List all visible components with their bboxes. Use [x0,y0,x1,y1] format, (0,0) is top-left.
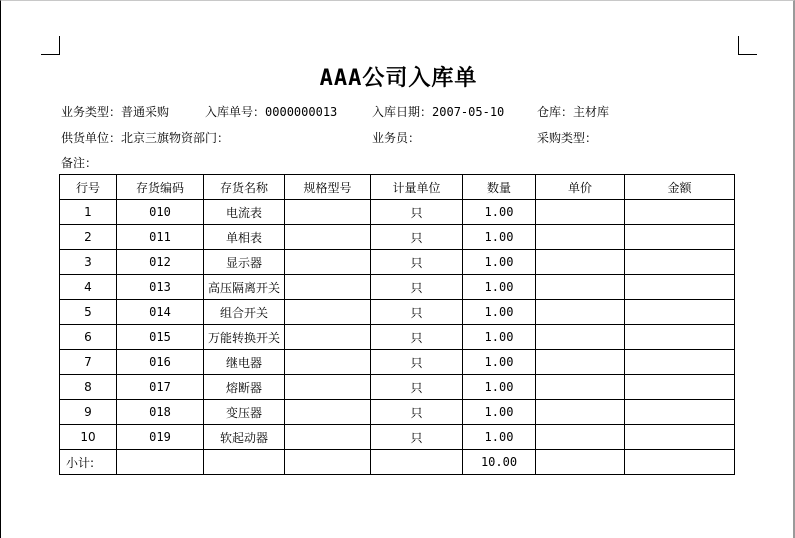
cell-item-code: 016 [117,350,204,375]
inventory-table [59,174,735,475]
cell-spec [285,200,371,225]
cell-spec [285,250,371,275]
cell-quantity: 1.00 [463,400,536,425]
cell-spec [285,400,371,425]
cell-quantity: 1.00 [463,350,536,375]
cell-line-no: 7 [60,350,117,375]
cell-line-no: 6 [60,325,117,350]
cell-item-code: 018 [117,400,204,425]
cell-unit: 只 [371,300,463,325]
receipt-no-label: 入库单号： [205,105,266,119]
salesperson-field [372,129,420,146]
cell-quantity: 1.00 [463,225,536,250]
cell-unit-price [536,400,625,425]
cell-amount [625,200,735,225]
table-row [60,400,735,425]
table-row [60,275,735,300]
cell-item-name: 软起动器 [204,425,285,450]
purchase-type-label: 采购类型： [537,131,598,145]
warehouse-value: 主材库 [573,105,610,119]
supplier-label: 供货单位： [61,131,122,145]
cell-unit-price [536,200,625,225]
cell-item-name: 组合开关 [204,300,285,325]
subtotal-quantity: 10.00 [463,450,536,475]
cell-amount [625,375,735,400]
cell-item-name: 高压隔离开关 [204,275,285,300]
receipt-date-field [372,103,504,120]
receipt-date-label: 入库日期： [372,105,433,119]
salesperson-label: 业务员： [372,131,421,145]
cell-line-no: 5 [60,300,117,325]
header-unit: 计量单位 [371,175,463,200]
cell-spec [285,225,371,250]
warehouse-field [537,103,609,120]
table-header-row [60,175,735,200]
cell-unit-price [536,350,625,375]
cell-line-no: 9 [60,400,117,425]
cell-line-no: 10 [60,425,117,450]
subtotal-empty-cell [204,450,285,475]
cell-unit-price [536,325,625,350]
cell-item-name: 电流表 [204,200,285,225]
header-amount: 金额 [625,175,735,200]
cell-item-name: 单相表 [204,225,285,250]
cell-line-no: 2 [60,225,117,250]
table-row [60,300,735,325]
cell-spec [285,425,371,450]
cell-line-no: 1 [60,200,117,225]
cell-quantity: 1.00 [463,250,536,275]
header-spec: 规格型号 [285,175,371,200]
cell-spec [285,375,371,400]
cell-unit-price [536,300,625,325]
cell-quantity: 1.00 [463,275,536,300]
cell-spec [285,300,371,325]
cell-item-name: 万能转换开关 [204,325,285,350]
cell-line-no: 3 [60,250,117,275]
cell-item-name: 变压器 [204,400,285,425]
subtotal-empty-cell [536,450,625,475]
crop-mark-top-left [41,36,60,55]
cell-spec [285,275,371,300]
header-item-code: 存货编码 [117,175,204,200]
crop-mark-top-right [738,36,757,55]
remarks-label: 备注： [61,156,98,170]
table-row [60,225,735,250]
cell-item-code: 011 [117,225,204,250]
header-item-name: 存货名称 [204,175,285,200]
table-row [60,375,735,400]
cell-item-code: 019 [117,425,204,450]
cell-amount [625,350,735,375]
cell-unit-price [536,225,625,250]
cell-item-name: 继电器 [204,350,285,375]
cell-unit: 只 [371,275,463,300]
cell-item-code: 012 [117,250,204,275]
cell-spec [285,350,371,375]
document-title: AAA公司入库单 [319,66,478,91]
subtotal-row [60,450,735,475]
header-unit-price: 单价 [536,175,625,200]
cell-item-name: 熔断器 [204,375,285,400]
cell-unit: 只 [371,225,463,250]
cell-unit: 只 [371,200,463,225]
table-row [60,250,735,275]
cell-item-code: 015 [117,325,204,350]
cell-item-code: 013 [117,275,204,300]
cell-amount [625,300,735,325]
subtotal-empty-cell [371,450,463,475]
table-row [60,325,735,350]
table-row [60,425,735,450]
cell-quantity: 1.00 [463,200,536,225]
cell-unit: 只 [371,400,463,425]
receipt-no-field [205,103,337,120]
remarks-field [61,154,97,171]
cell-unit-price [536,250,625,275]
cell-item-code: 010 [117,200,204,225]
cell-amount [625,275,735,300]
supplier-field [61,129,229,146]
cell-unit: 只 [371,350,463,375]
purchase-type-field [537,129,597,146]
cell-item-name: 显示器 [204,250,285,275]
cell-amount [625,225,735,250]
cell-unit-price [536,275,625,300]
receipt-no-value: 0000000013 [265,105,338,119]
cell-amount [625,425,735,450]
cell-amount [625,400,735,425]
subtotal-empty-cell [285,450,371,475]
cell-line-no: 4 [60,275,117,300]
header-quantity: 数量 [463,175,536,200]
cell-quantity: 1.00 [463,300,536,325]
business-type-field [61,103,169,120]
cell-unit: 只 [371,250,463,275]
cell-quantity: 1.00 [463,375,536,400]
receipt-date-value: 2007-05-10 [432,105,505,119]
cell-unit: 只 [371,425,463,450]
table-row [60,350,735,375]
cell-quantity: 1.00 [463,425,536,450]
header-line-no: 行号 [60,175,117,200]
cell-unit: 只 [371,375,463,400]
warehouse-label: 仓库： [537,105,574,119]
subtotal-empty-cell [625,450,735,475]
cell-quantity: 1.00 [463,325,536,350]
subtotal-empty-cell [117,450,204,475]
subtotal-label: 小计: [60,450,117,475]
cell-line-no: 8 [60,375,117,400]
cell-amount [625,250,735,275]
cell-amount [625,325,735,350]
table-row [60,200,735,225]
cell-item-code: 017 [117,375,204,400]
business-type-value: 普通采购 [121,105,170,119]
business-type-label: 业务类型： [61,105,122,119]
cell-item-code: 014 [117,300,204,325]
cell-unit-price [536,425,625,450]
cell-unit: 只 [371,325,463,350]
cell-unit-price [536,375,625,400]
supplier-value: 北京三旗物资部门： [121,131,230,145]
cell-spec [285,325,371,350]
